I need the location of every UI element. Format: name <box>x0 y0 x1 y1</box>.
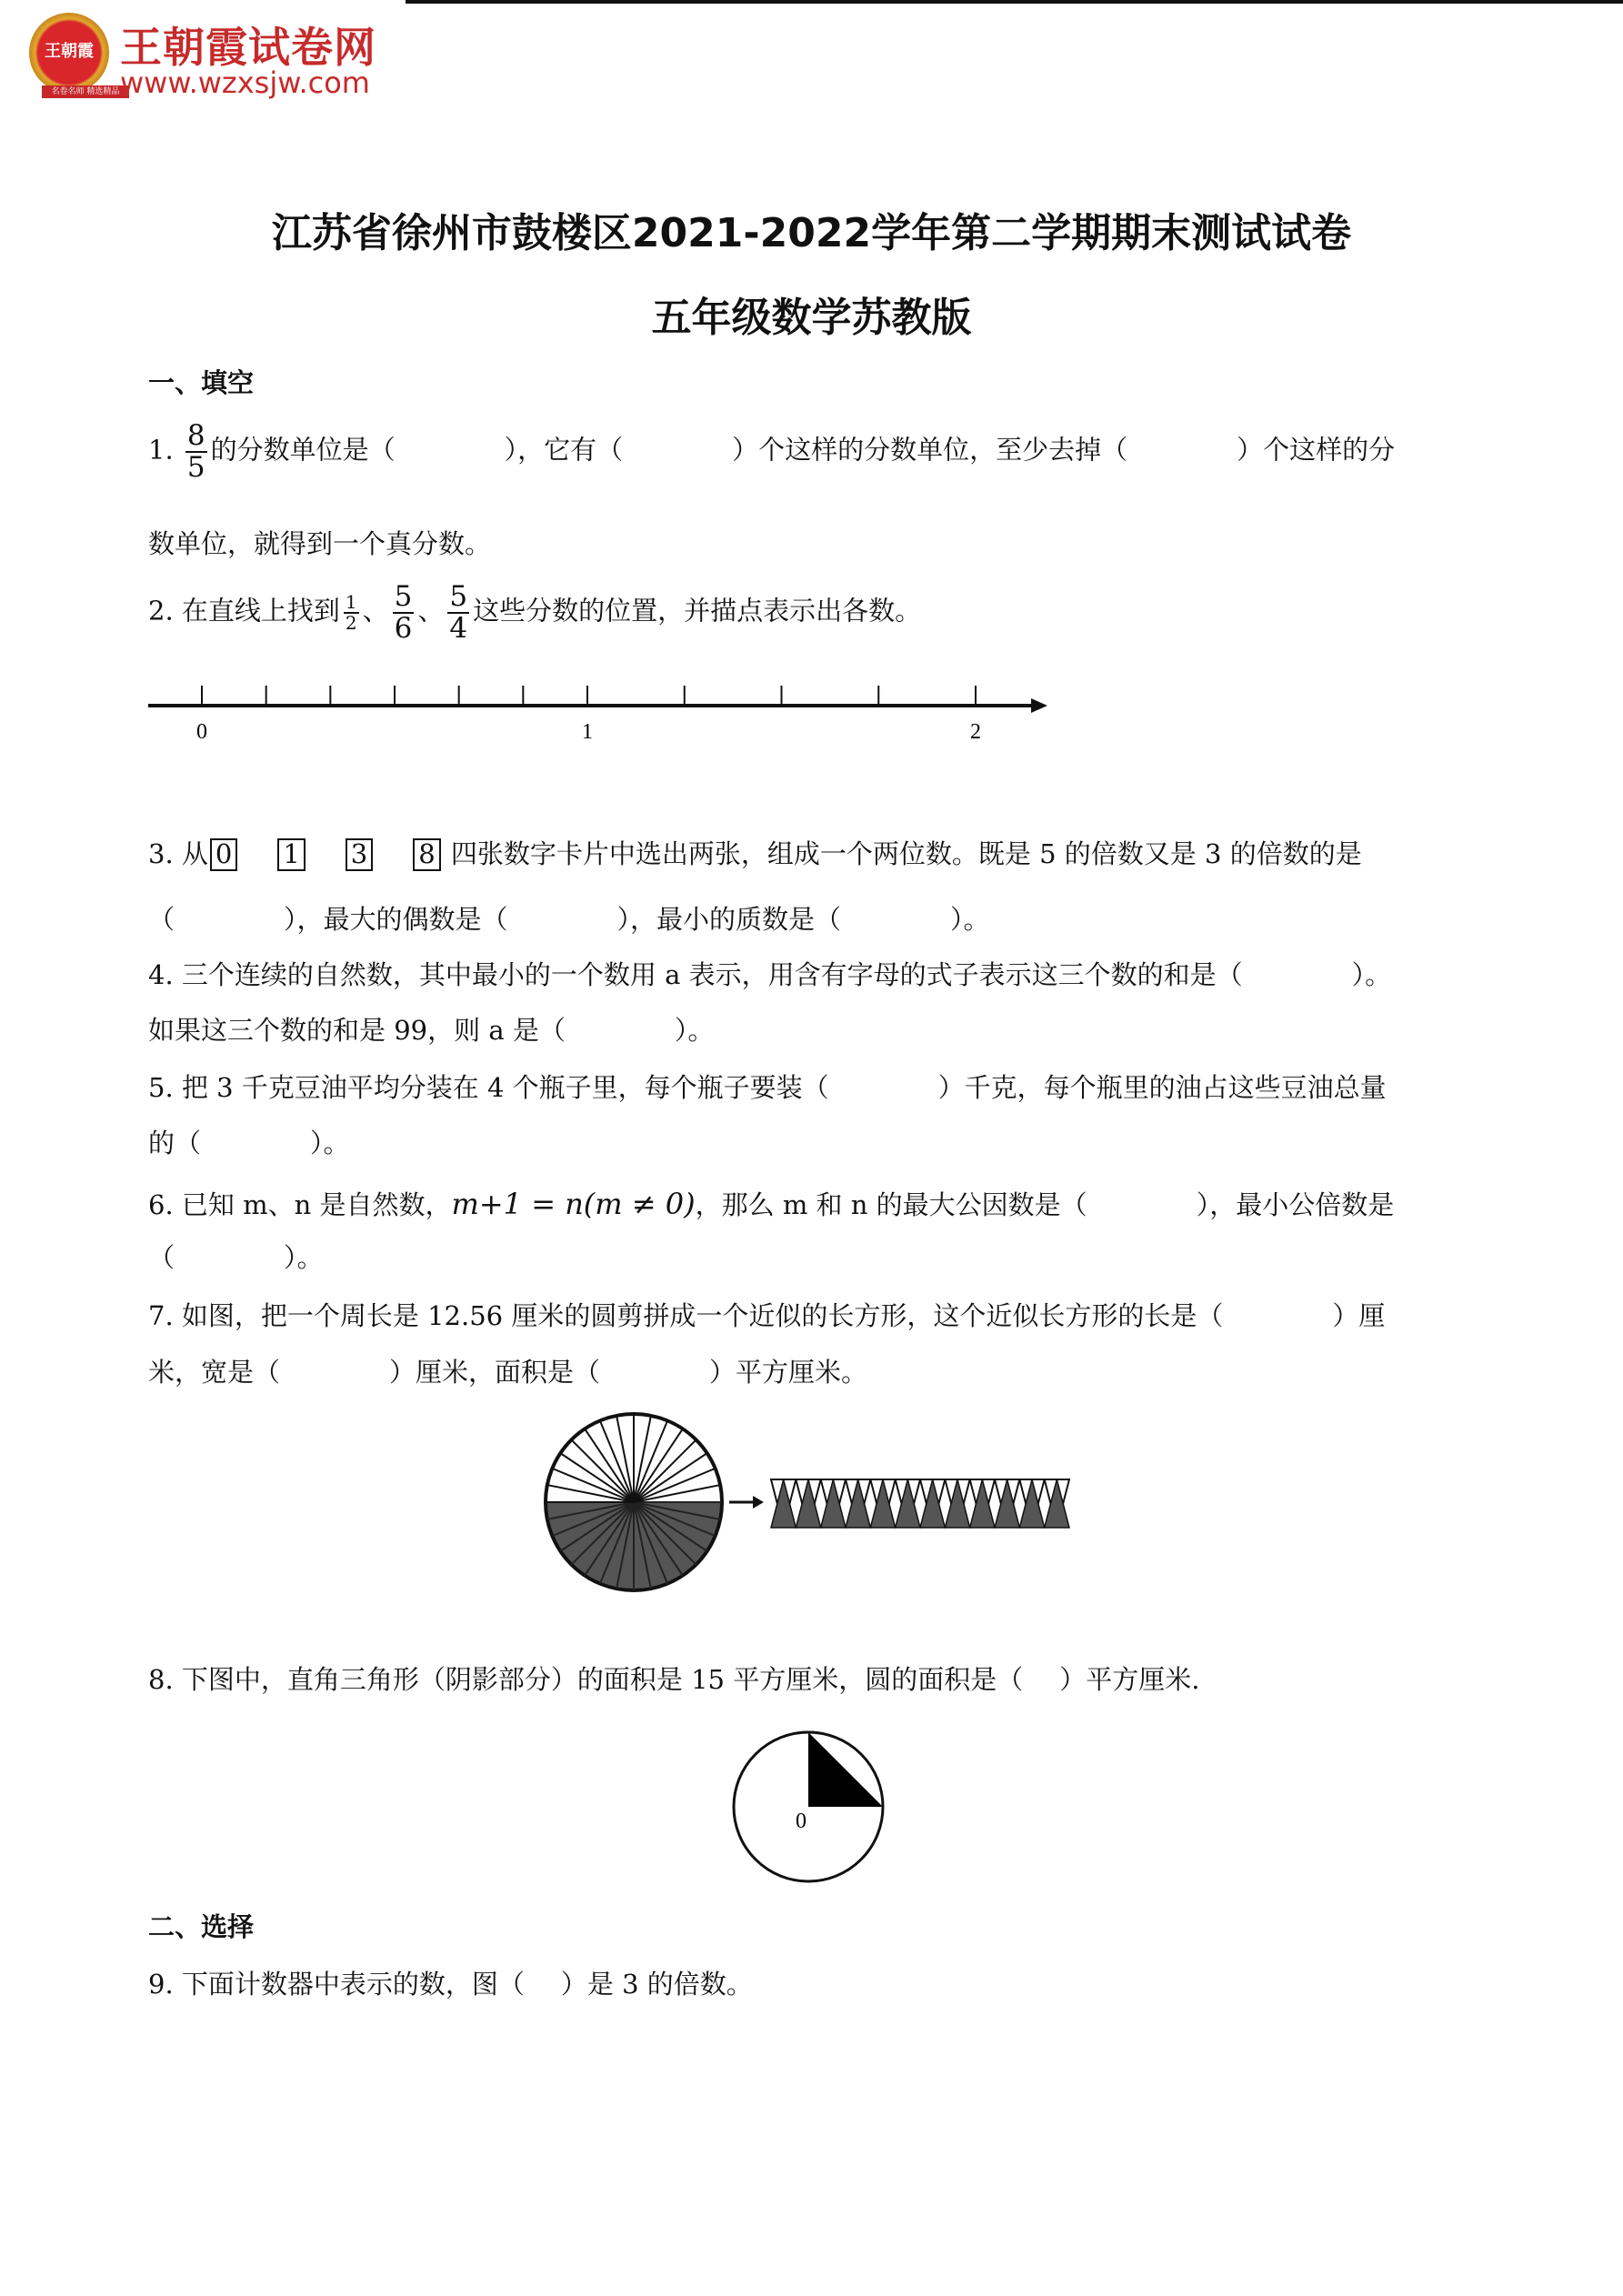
top-rule <box>406 0 1623 4</box>
question-2: 2. 在直线上找到 $\frac{1}{2}$ 、 $\frac{5}{6}$ 、 $\frac{5}{4}$ 这些分数的位置，并描点表示出各数。 <box>148 580 922 645</box>
question-5: 5. 把 3 千克豆油平均分装在 4 个瓶子里，每个瓶子要装（ ）千克，每个瓶里的油占这些豆油总量 <box>148 1072 1387 1103</box>
center-label: 0 <box>796 1810 806 1833</box>
question-9: 9. 下面计数器中表示的数，图（ ）是 3 的倍数。 <box>148 1969 753 2000</box>
number-line <box>136 673 1064 755</box>
formula: m+1 = n(m ≠ 0) <box>451 1187 696 1221</box>
logo-badge <box>29 13 109 93</box>
sector-line <box>571 1439 634 1502</box>
site-logo <box>25 9 407 100</box>
brand-name: 王朝霞试卷网 <box>120 23 376 72</box>
page-subtitle: 五年级数学苏教版 <box>651 295 972 341</box>
question-5-cont: 的（ ）。 <box>148 1128 350 1158</box>
question-8: 8. 下图中，直角三角形（阴影部分）的面积是 15 平方厘米，圆的面积是（ ）平方厘米. <box>148 1664 1200 1695</box>
tick-label-0: 0 <box>196 720 207 744</box>
circle-triangle-figure <box>727 1726 891 1890</box>
question-4: 4. 三个连续的自然数，其中最小的一个数用 a 表示，用含有字母的式子表示这三个数的和是（ ）。 <box>148 959 1392 990</box>
question-7-cont: 米，宽是（ ）厘米，面积是（ ）平方厘米。 <box>148 1357 868 1388</box>
digit-card: 3 <box>346 838 373 871</box>
question-7: 7. 如图，把一个周长是 12.56 厘米的圆剪拼成一个近似的长方形，这个近似长方形的长是（ ）厘 <box>148 1300 1386 1331</box>
logo-ribbon: 名卷名师 精选精品 <box>42 85 129 98</box>
circle-to-rectangle-figure <box>536 1405 1082 1605</box>
sector-line <box>634 1439 696 1502</box>
digit-card: 1 <box>277 838 305 871</box>
section-heading-choice: 二、选择 <box>148 1911 255 1942</box>
digit-card: 8 <box>413 838 440 871</box>
brand-url: www.wzxsjw.com <box>120 65 370 100</box>
question-6: 6. 已知 m、n 是自然数，m+1 = n(m ≠ 0)，那么 m 和 n 的最大公因数是（ ），最小公倍数是 <box>148 1187 1395 1221</box>
badge-text: 王朝霞 <box>45 42 94 61</box>
fraction: $\frac{8}{5}$ <box>186 419 205 484</box>
tick-label-1: 1 <box>582 720 593 744</box>
question-1-cont: 数单位，就得到一个真分数。 <box>148 528 492 559</box>
digit-card: 0 <box>210 838 237 871</box>
question-3-cont: （ ），最大的偶数是（ ），最小的质数是（ ）。 <box>148 904 990 935</box>
section-heading-fill: 一、填空 <box>148 367 255 398</box>
question-4-cont: 如果这三个数的和是 99，则 a 是（ ）。 <box>148 1015 715 1046</box>
page-title: 江苏省徐州市鼓楼区2021-2022学年第二学期期末测试试卷 <box>271 210 1352 256</box>
question-3: 3. 从 0 1 3 8 四张数字卡片中选出两张，组成一个两位数。既是 5 的倍数又是 3 的倍数的是 <box>148 838 1362 869</box>
tick-label-2: 2 <box>970 720 981 744</box>
question-6-cont: （ ）。 <box>148 1242 324 1273</box>
question-1: 1. $\frac{8}{5}$ 的分数单位是（ ），它有（ ）个这样的分数单位，至少去掉（ ）个这样的分 <box>148 419 1396 484</box>
